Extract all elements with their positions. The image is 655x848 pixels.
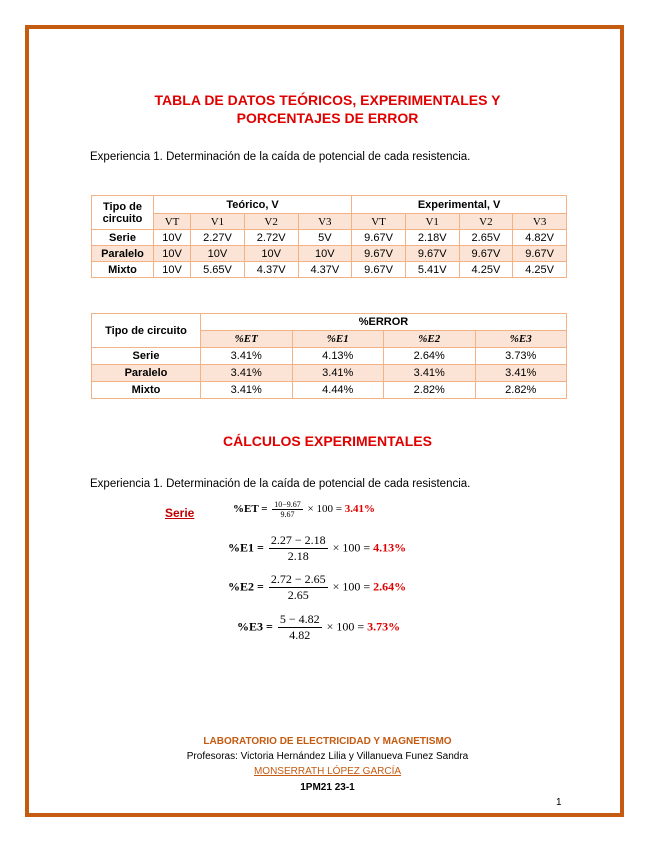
sub-v2: V2 xyxy=(244,214,298,230)
experiencia-1-text-2: Experiencia 1. Determinación de la caída de potencial de cada resistencia. xyxy=(90,478,471,490)
calc-e1: %E1 = $\frac{2.27 - 2.18}{2.18}$ × 100 = 4.13% xyxy=(228,533,407,563)
table-row: Serie 10V 2.27V 2.72V 5V 9.67V 2.18V 2.65V 4.82V xyxy=(92,230,567,246)
sub-v1: V1 xyxy=(191,214,245,230)
sub-v1-exp: V1 xyxy=(405,214,459,230)
sub-vt-exp: VT xyxy=(352,214,406,230)
footer-group: 1PM21 23-1 xyxy=(300,782,355,793)
sub-v3: V3 xyxy=(298,214,352,230)
footer-student: MONSERRATH LÓPEZ GARCÍA xyxy=(253,766,402,777)
sub-et: %ET xyxy=(201,331,293,348)
table-row: Serie 3.41% 4.13% 2.64% 3.73% xyxy=(92,348,567,365)
sub-v2-exp: V2 xyxy=(459,214,513,230)
table-voltages xyxy=(91,195,567,278)
col-tipo-circuito-2: Tipo de circuito xyxy=(92,314,201,348)
page-title-line1: TABLA DE DATOS TEÓRICOS, EXPERIMENTALES Y xyxy=(154,92,501,108)
table-error xyxy=(91,313,567,399)
col-error: %ERROR xyxy=(201,314,567,331)
col-experimental: Experimental, V xyxy=(352,196,567,214)
footer-profesoras: Profesoras: Victoria Hernández Lilia y Villanueva Funez Sandra xyxy=(186,751,469,762)
table-row: Paralelo 10V 10V 10V 10V 9.67V 9.67V 9.67V 9.67V xyxy=(92,246,567,262)
col-tipo-circuito: Tipo de circuito xyxy=(92,196,154,230)
sub-v3-exp: V3 xyxy=(513,214,567,230)
page-title-line2: PORCENTAJES DE ERROR xyxy=(236,110,419,126)
sub-e2: %E2 xyxy=(384,331,476,348)
col-teorico: Teórico, V xyxy=(154,196,352,214)
table-row: Mixto 10V 5.65V 4.37V 4.37V 9.67V 5.41V 4.25V 4.25V xyxy=(92,262,567,278)
experiencia-1-text: Experiencia 1. Determinación de la caída de potencial de cada resistencia. xyxy=(90,151,471,163)
table-row: Paralelo 3.41% 3.41% 3.41% 3.41% xyxy=(92,365,567,382)
sub-vt: VT xyxy=(154,214,191,230)
calc-e3: %E3 = $\frac{5 - 4.82}{4.82}$ × 100 = 3.73% xyxy=(237,612,401,642)
page-number: 1 xyxy=(556,797,562,808)
page-border xyxy=(25,25,624,817)
sub-e1: %E1 xyxy=(292,331,384,348)
calc-et: %ET = $\frac{10-9.67}{9.67}$ × 100 = 3.41% xyxy=(233,500,375,519)
sub-e3: %E3 xyxy=(475,331,567,348)
calc-e2: %E2 = $\frac{2.72 - 2.65}{2.65}$ × 100 = 2.64% xyxy=(228,572,407,602)
serie-label: Serie xyxy=(165,506,195,520)
calc-section-title: CÁLCULOS EXPERIMENTALES xyxy=(223,433,432,449)
table-row: Mixto 3.41% 4.44% 2.82% 2.82% xyxy=(92,382,567,399)
footer-lab: LABORATORIO DE ELECTRICIDAD Y MAGNETISMO xyxy=(203,736,452,747)
